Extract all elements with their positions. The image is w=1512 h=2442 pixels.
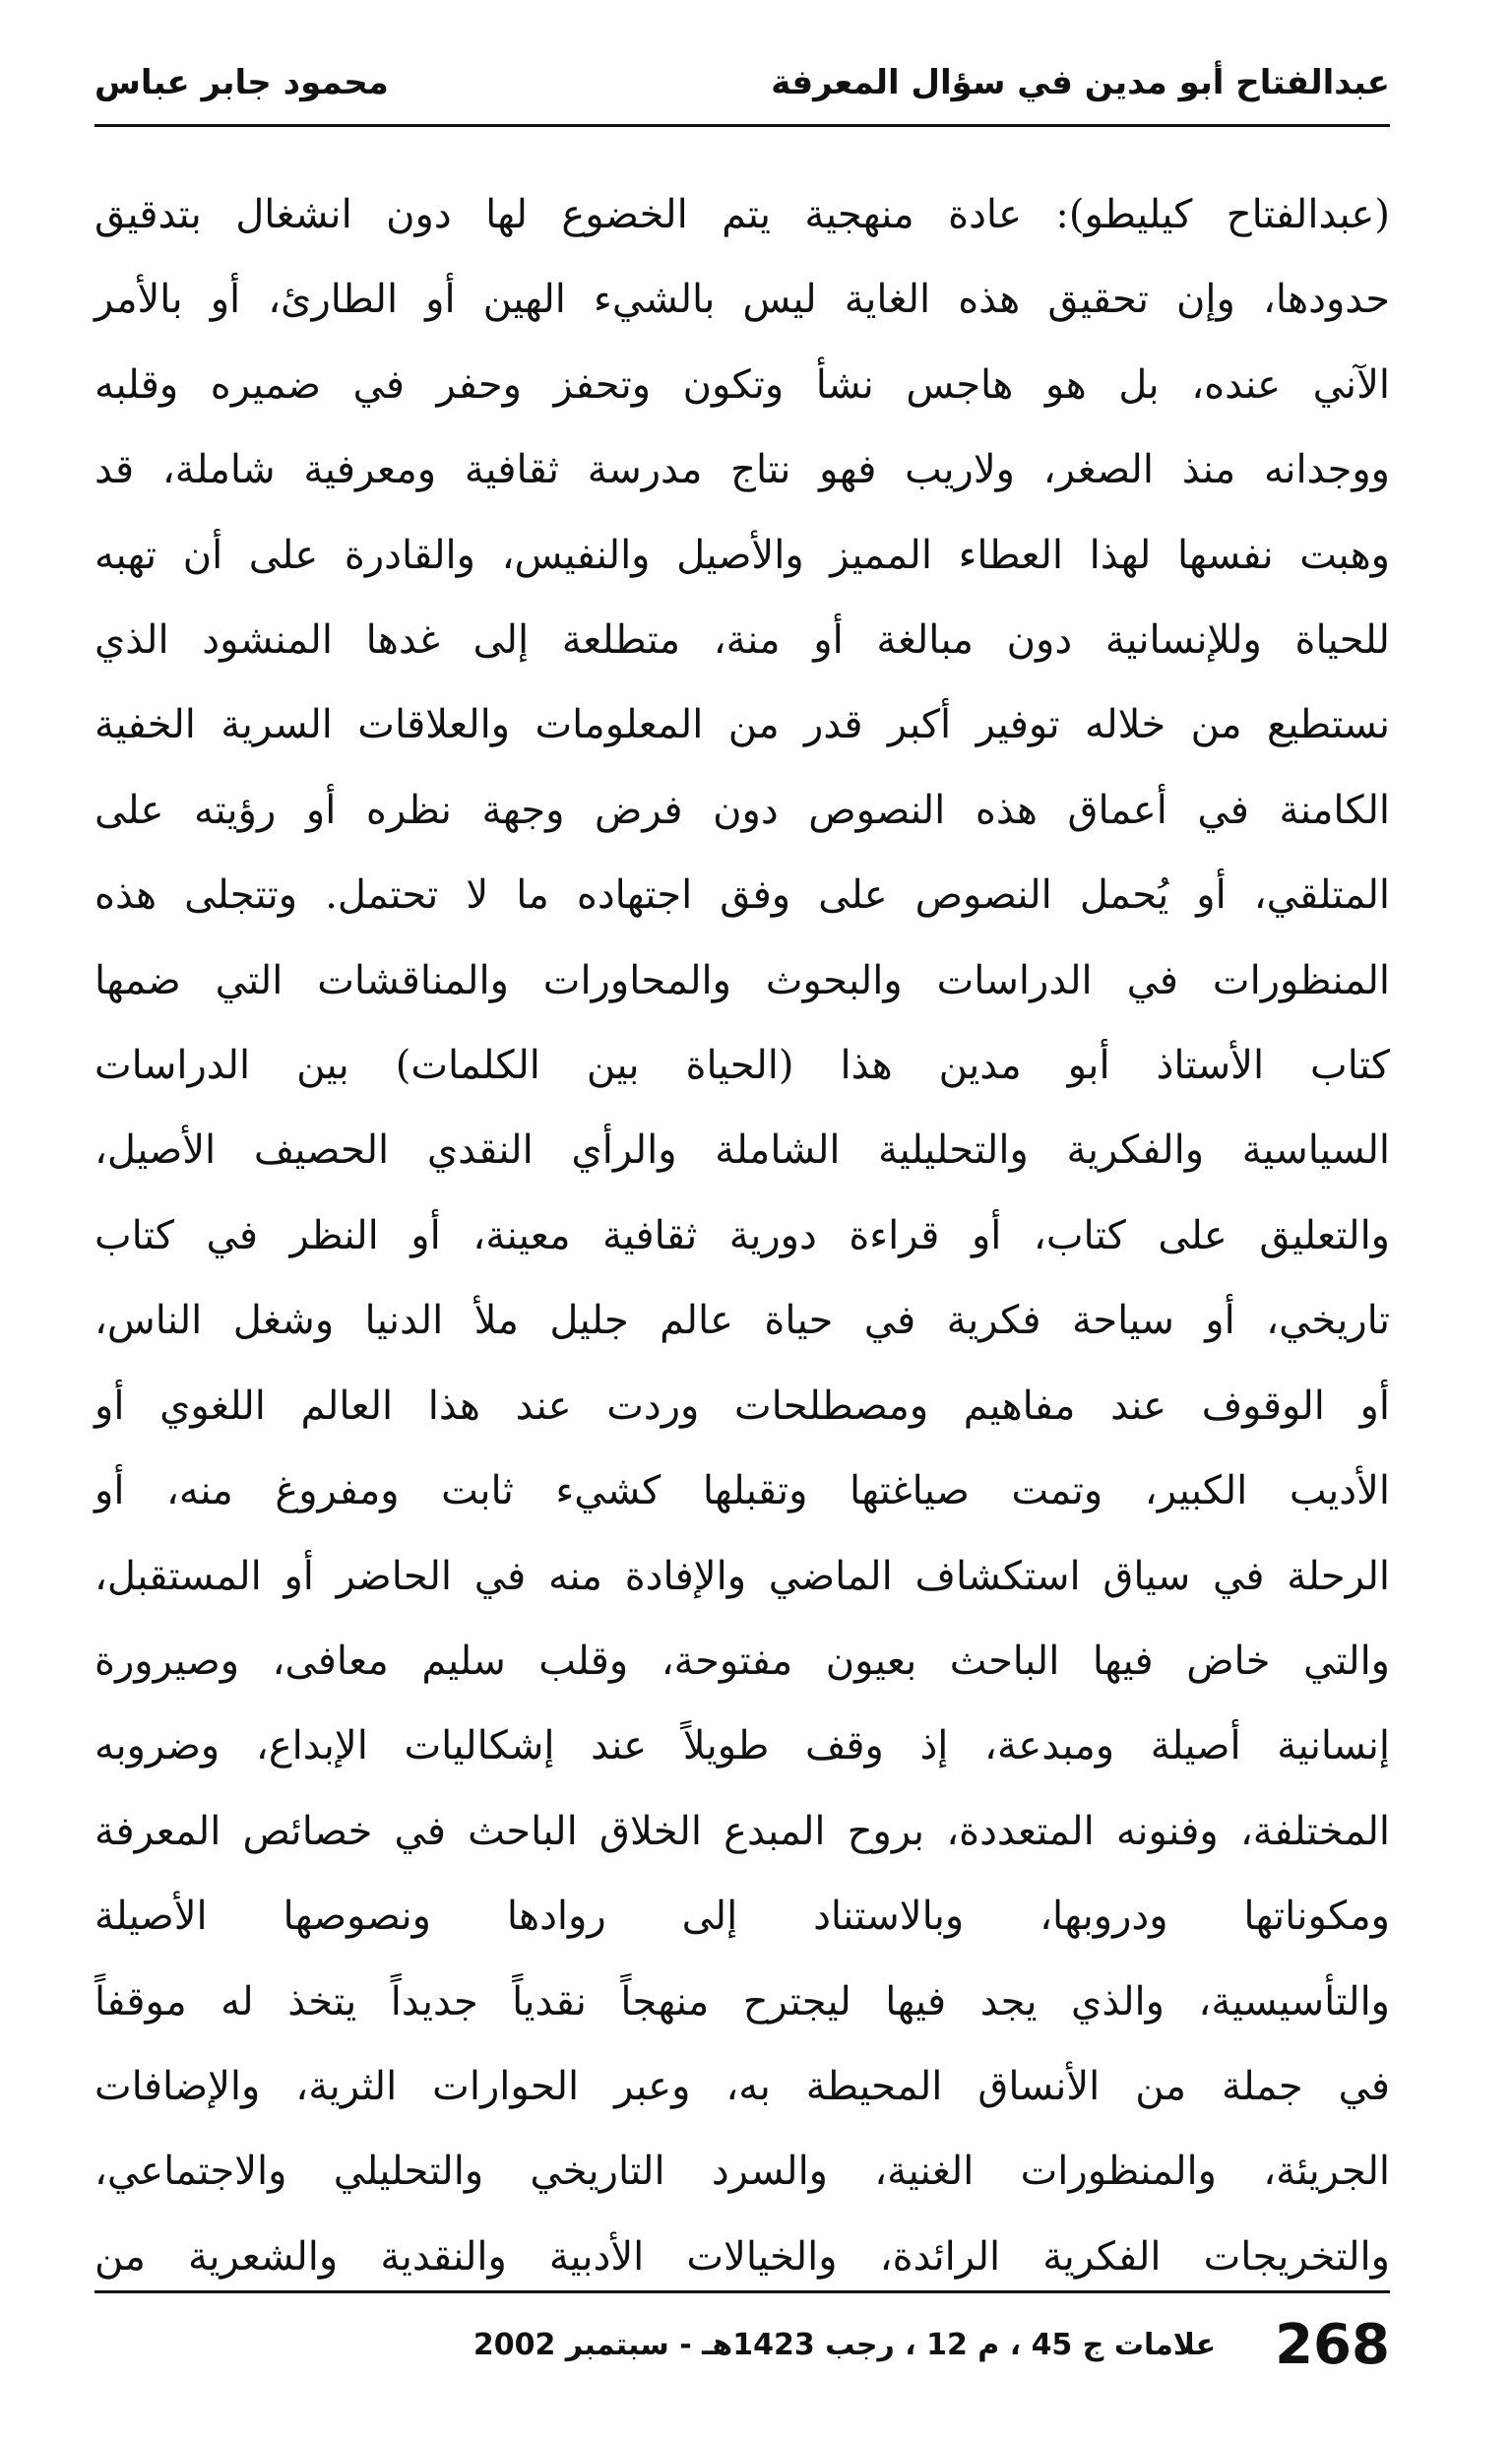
text-line: الرحلة في سياق استكشاف الماضي والإفادة منه في الحاضر أو المستقبل، <box>94 1553 1390 1599</box>
text-line: الآني عنده، بل هو هاجس نشأ وتكون وتحفز وحفر في ضميره وقلبه <box>94 361 1390 408</box>
text-line: والتخريجات الفكرية الرائدة، والخيالات الأدبية والنقدية والشعرية من <box>94 2233 1390 2280</box>
text-line: المختلفة، وفنونه المتعددة، بروح المبدع الخلاق الباحث في خصائص المعرفة <box>94 1808 1390 1854</box>
footer-divider <box>94 2290 1390 2293</box>
running-head <box>94 53 1390 112</box>
text-line: في جملة من الأنساق المحيطة به، وعبر الحوارات الثرية، والإضافات <box>94 2063 1390 2109</box>
running-head-title: عبدالفتاح أبو مدين في سؤال المعرفة <box>771 63 1390 102</box>
text-line: تاريخي، أو سياحة فكرية في حياة عالم جليل ملأ الدنيا وشغل الناس، <box>94 1298 1390 1344</box>
text-line: حدودها، وإن تحقيق هذه الغاية ليس بالشيء الهين أو الطارئ، أو بالأمر <box>94 277 1390 323</box>
text-line: للحياة وللإنسانية دون مبالغة أو منة، متطلعة إلى غدها المنشود الذي <box>94 617 1390 664</box>
text-line: السياسية والفكرية والتحليلية الشاملة والرأي النقدي الحصيف الأصيل، <box>94 1127 1390 1174</box>
text-line: أو الوقوف عند مفاهيم ومصطلحات وردت عند هذا العالم اللغوي أو <box>94 1382 1390 1429</box>
text-line: والتي خاض فيها الباحث بعيون مفتوحة، وقلب سليم معافى، وصيرورة <box>94 1638 1390 1684</box>
text-line: المنظورات في الدراسات والبحوث والمحاورات والمناقشات التي ضمها <box>94 957 1390 1003</box>
text-line: نستطيع من خلاله توفير أكبر قدر من المعلومات والعلاقات السرية الخفية <box>94 702 1390 748</box>
text-line: ووجدانه منذ الصغر، ولاريب فهو نتاج مدرسة ثقافية ومعرفية شاملة، قد <box>94 447 1390 493</box>
running-head-author: محمود جابر عباس <box>94 63 389 102</box>
page-footer <box>94 2310 1390 2379</box>
text-line: والتعليق على كتاب، أو قراءة دورية ثقافية معينة، أو النظر في كتاب <box>94 1212 1390 1258</box>
text-line: ومكوناتها ودروبها، وبالاستناد إلى روادها ونصوصها الأصيلة <box>94 1894 1390 1940</box>
text-line: (عبدالفتاح كيليطو): عادة منهجية يتم الخضوع لها دون انشغال بتدقيق <box>94 192 1390 237</box>
text-line: الجريئة، والمنظورات الغنية، والسرد التاريخي والتحليلي والاجتماعي، <box>94 2149 1390 2195</box>
text-line: كتاب الأستاذ أبو مدين هذا (الحياة بين الكلمات) بين الدراسات <box>94 1043 1390 1089</box>
text-line: إنسانية أصيلة ومبدعة، إذ وقف طويلاً عند إشكاليات الإبداع، وضروبه <box>94 1723 1390 1769</box>
text-line: المتلقي، أو يُحمل النصوص على وفق اجتهاده ما لا تحتمل. وتتجلى هذه <box>94 872 1390 919</box>
body-paragraph <box>94 177 1390 2294</box>
header-divider <box>94 124 1390 127</box>
page-number: 268 <box>1275 2312 1390 2377</box>
text-line: الأديب الكبير، وتمت صياغتها وتقبلها كشيء ثابت ومفروغ منه، أو <box>94 1468 1390 1514</box>
text-line: وهبت نفسها لهذا العطاء المميز والأصيل والنفيس، والقادرة على أن تهبه <box>94 532 1390 578</box>
journal-issue-info: علامات ج 45 ، م 12 ، رجب 1423هـ - سبتمبر 2002 <box>472 2327 1217 2362</box>
text-line: الكامنة في أعماق هذه النصوص دون فرض وجهة نظره أو رؤيته على <box>94 787 1390 833</box>
document-page <box>94 39 1390 2403</box>
text-line: والتأسيسية، والذي يجد فيها ليجترح منهجاً نقدياً جديداً يتخذ له موقفاً <box>94 1978 1390 2024</box>
